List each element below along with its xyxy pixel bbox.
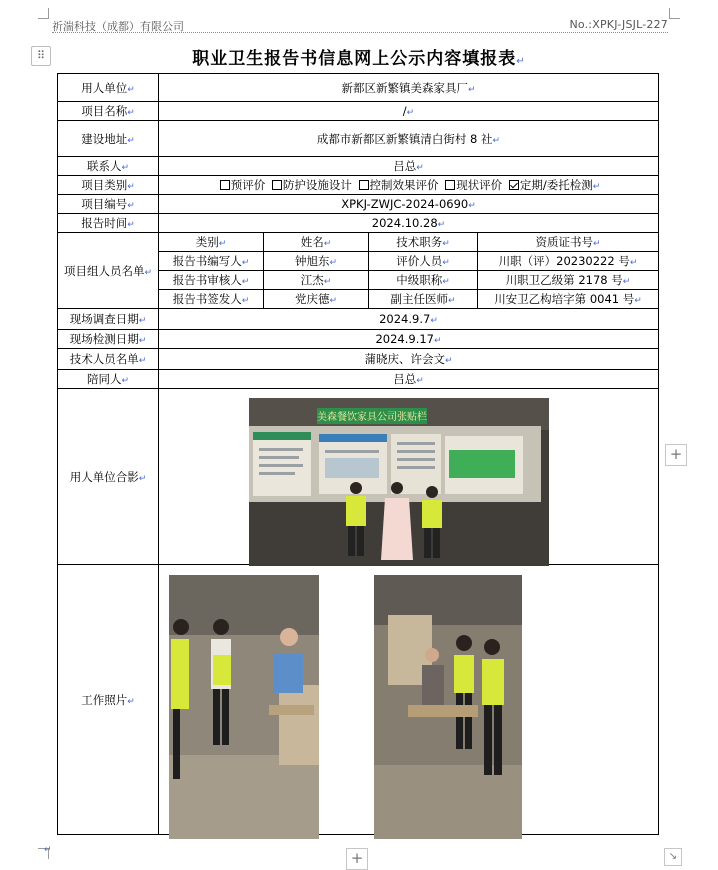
team-role[interactable]: 报告书编写人↵ [159,252,264,271]
checkbox-empty-icon [445,180,455,190]
row-address [58,121,659,157]
checkbox-empty-icon [272,180,282,190]
value-test-date[interactable]: 2024.9.17↵ [159,330,659,349]
checkbox-control-effect[interactable]: 控制效果评价 [356,178,439,192]
checkbox-periodic-testing[interactable]: 定期/委托检测 [506,178,593,192]
team-cert[interactable]: 川职卫乙级第 2178 号↵ [478,271,659,290]
label-project-type: 项目类别↵ [58,176,159,195]
resize-table-handle[interactable] [664,848,682,866]
paragraph-mark-icon: ↵ [44,845,52,855]
checkbox-empty-icon [359,180,369,190]
add-column-button[interactable] [665,444,687,466]
row-report-time [58,214,659,233]
label-contact: 联系人↵ [58,157,159,176]
label-project-no: 项目编号↵ [58,195,159,214]
row-project-name [58,102,659,121]
team-table [159,233,658,308]
label-team: 项目组人员名单↵ [58,233,159,309]
row-contact [58,157,659,176]
value-project-no[interactable]: XPKJ-ZWJC-2024-0690↵ [159,195,659,214]
title-text: 职业卫生报告书信息网上公示内容填报表 [192,49,517,69]
team-header-name: 姓名↵ [264,233,369,252]
row-team [58,233,659,309]
team-name[interactable]: 江杰↵ [264,271,369,290]
work-photo-right [374,575,522,839]
row-project-type [58,176,659,195]
label-report-time: 报告时间↵ [58,214,159,233]
resize-icon: ↘ [668,851,678,862]
value-report-time[interactable]: 2024.10.28↵ [159,214,659,233]
row-survey-date [58,309,659,330]
company-name: 祈湍科技（成都）有限公司 [52,20,184,33]
team-title[interactable]: 中级职称↵ [369,271,478,290]
checkbox-status-evaluation[interactable]: 现状评价 [442,178,502,192]
value-technicians[interactable]: 蒲晓庆、许会文↵ [159,349,659,370]
team-header-role: 类别↵ [159,233,264,252]
label-technicians: 技术人员名单↵ [58,349,159,370]
group-photo [249,398,549,566]
value-project-type: 预评价 防护设施设计 控制效果评价 现状评价 定期/委托检测↵ [159,176,659,195]
label-employer: 用人单位↵ [58,74,159,102]
team-row [159,271,658,290]
row-escort [58,370,659,389]
work-photo-left [169,575,319,839]
team-cert[interactable]: 川职（评）20230222 号↵ [478,252,659,271]
page-header [52,18,668,33]
checkbox-pre-evaluation[interactable]: 预评价 [217,178,266,192]
team-title[interactable]: 评价人员↵ [369,252,478,271]
label-test-date: 现场检测日期↵ [58,330,159,349]
plus-icon: + [350,849,364,867]
label-work-photos: 工作照片↵ [58,565,159,835]
team-header-title: 技术职务↵ [369,233,478,252]
team-cell [159,233,659,309]
row-technicians [58,349,659,370]
label-project-name: 项目名称↵ [58,102,159,121]
document-number: No.:XPKJ-JSJL-227 [569,18,668,31]
value-project-name[interactable]: /↵ [159,102,659,121]
row-work-photos [58,565,659,835]
row-employer [58,74,659,102]
checkbox-checked-icon [509,180,519,190]
row-test-date [58,330,659,349]
team-role[interactable]: 报告书审核人↵ [159,271,264,290]
label-escort: 陪同人↵ [58,370,159,389]
label-group-photo: 用人单位合影↵ [58,389,159,565]
value-survey-date[interactable]: 2024.9.7↵ [159,309,659,330]
row-project-no [58,195,659,214]
label-address: 建设地址↵ [58,121,159,157]
checkbox-empty-icon [220,180,230,190]
work-photo-left-image [169,575,319,839]
group-photo-image [249,398,549,566]
value-employer[interactable]: 新都区新繁镇美森家具厂↵ [159,74,659,102]
crop-mark-top-right [669,8,680,19]
value-escort[interactable]: 吕总↵ [159,370,659,389]
checkbox-protection-design[interactable]: 防护设施设计 [269,178,352,192]
team-role[interactable]: 报告书签发人↵ [159,290,264,309]
board-heading: 美森餐饮家具公司张贴栏 [317,412,427,423]
page-title [0,44,718,69]
team-name[interactable]: 党庆德↵ [264,290,369,309]
team-header-row [159,233,658,252]
team-name[interactable]: 钟旭东↵ [264,252,369,271]
crop-mark-top-left [38,8,49,19]
team-cert[interactable]: 川安卫乙构培字第 0041 号↵ [478,290,659,309]
paragraph-mark-icon: ↵ [516,56,526,67]
team-title[interactable]: 副主任医师↵ [369,290,478,309]
work-photo-right-image [374,575,522,839]
team-row [159,290,658,309]
value-contact[interactable]: 吕总↵ [159,157,659,176]
move-handle-icon[interactable]: ⠿ [31,46,51,66]
plus-icon: + [669,445,683,463]
team-row [159,252,658,271]
team-header-cert: 资质证书号↵ [478,233,659,252]
value-address[interactable]: 成都市新都区新繁镇清白街村 8 社↵ [159,121,659,157]
label-survey-date: 现场调查日期↵ [58,309,159,330]
